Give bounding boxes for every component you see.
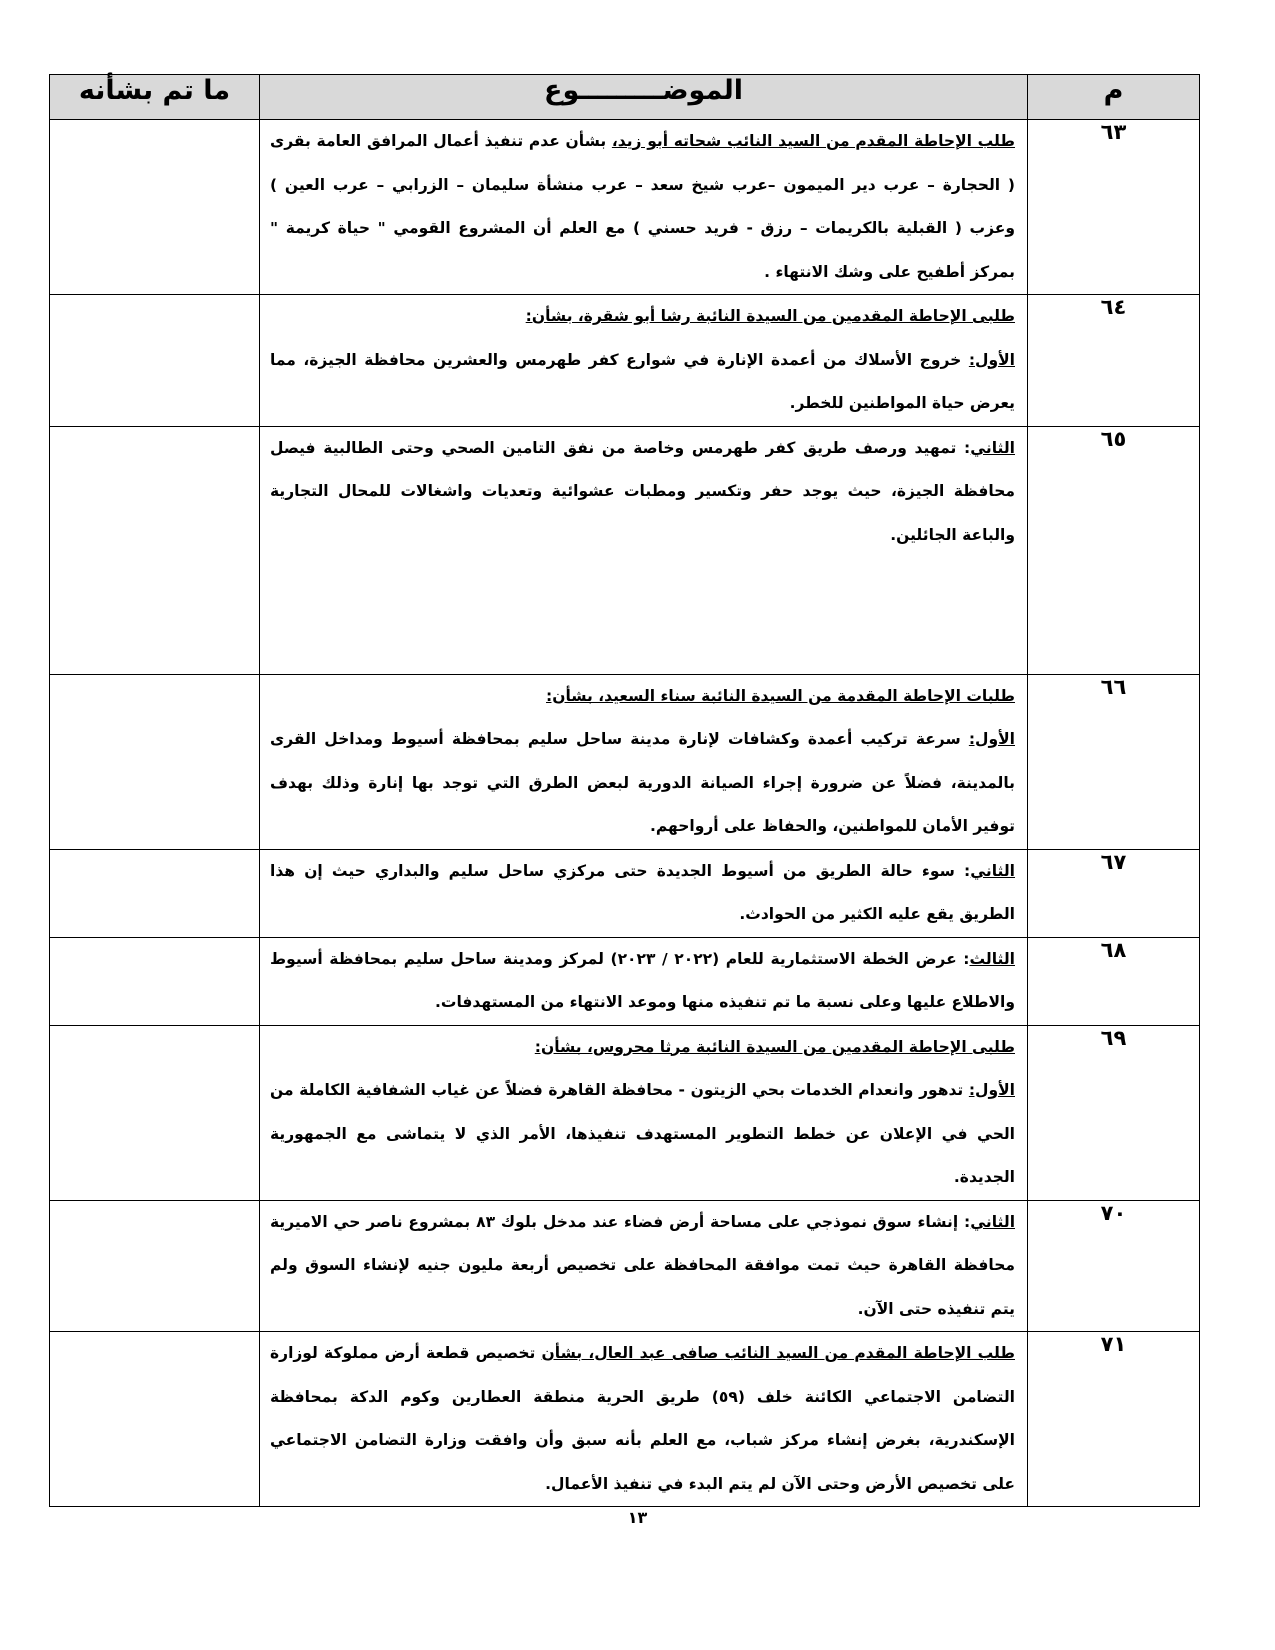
table-row bbox=[50, 1200, 1200, 1332]
row-subject bbox=[260, 120, 1028, 295]
row-subject bbox=[260, 426, 1028, 674]
header-action: ما تم بشأنه bbox=[50, 75, 260, 120]
header-subject: الموضـــــــــوع bbox=[260, 75, 1028, 120]
item-label: الأول: bbox=[968, 350, 1015, 369]
request-heading: طلبات الإحاطة المقدمة من السيدة النائبة سناء السعيد، بشأن: bbox=[546, 686, 1015, 705]
row-number: ٧٠ bbox=[1028, 1200, 1200, 1332]
agenda-table bbox=[49, 74, 1200, 1507]
request-heading: طلبى الإحاطة المقدمين من السيدة النائبة رشا أبو شقرة، بشأن: bbox=[525, 307, 1015, 325]
request-body: تدهور وانعدام الخدمات بحي الزيتون - محافظة القاهرة فضلاً عن غياب الشفافية الكاملة من الحي في الإعلان عن خطط التطوير المستهدف تنفيذها، الأمر الذي لا يتماشى مع الجمهورية الجديدة. bbox=[270, 1081, 1015, 1186]
request-heading: طلبى الإحاطة المقدمين من السيدة النائبة مرثا محروس، بشأن: bbox=[534, 1037, 1015, 1056]
table-row bbox=[50, 849, 1200, 937]
item-label: الثاني bbox=[970, 438, 1015, 457]
request-lead: طلب الإحاطة المقدم من السيد النائب شحاته أبو زيد، bbox=[611, 132, 1015, 150]
row-subject bbox=[260, 1332, 1028, 1507]
row-action-cell bbox=[50, 849, 260, 937]
table-row bbox=[50, 937, 1200, 1025]
row-action-cell bbox=[50, 1332, 260, 1507]
row-number: ٦٤ bbox=[1028, 295, 1200, 427]
table-row bbox=[50, 674, 1200, 849]
row-subject bbox=[260, 937, 1028, 1025]
row-action-cell bbox=[50, 1200, 260, 1332]
table-row bbox=[50, 120, 1200, 295]
header-number: م bbox=[1028, 75, 1200, 120]
request-body: : إنشاء سوق نموذجي على مساحة أرض فضاء عند مدخل بلوك ٨٣ بمشروع ناصر حي الاميرية محافظة القاهرة حيث تمت موافقة المحافظة على تخصيص أربعة مليون جنيه لإنشاء السوق ولم يتم تنفيذه حتى الآن. bbox=[270, 1212, 1015, 1318]
row-action-cell bbox=[50, 674, 260, 849]
row-action-cell bbox=[50, 295, 260, 427]
table-row bbox=[50, 295, 1200, 427]
request-body: بشأن عدم تنفيذ أعمال المرافق العامة بقرى ( الحجارة – عرب دير الميمون –عرب شيخ سعد – عرب منشأة سليمان – الزرابي – عرب العين ) وعزب ( القبلية بالكريمات – رزق - فريد حسني ) مع العلم أن المشروع القومي " حياة كريمة " بمركز أطفيح على وشك الانتهاء . bbox=[270, 132, 1015, 281]
row-number: ٦٨ bbox=[1028, 937, 1200, 1025]
table-row bbox=[50, 426, 1200, 674]
row-number: ٦٥ bbox=[1028, 426, 1200, 674]
page-number: ١٣ bbox=[627, 1508, 648, 1527]
item-label: الثاني bbox=[970, 861, 1015, 880]
row-number: ٧١ bbox=[1028, 1332, 1200, 1507]
row-action-cell bbox=[50, 426, 260, 674]
row-subject bbox=[260, 849, 1028, 937]
request-body: : تمهيد ورصف طريق كفر طهرمس وخاصة من نفق التامين الصحي وحتى الطالبية فيصل محافظة الجيزة، حيث يوجد حفر وتكسير ومطبات عشوائية وتعديات واشغالات للمحال التجارية والباعة الجائلين. bbox=[270, 438, 1015, 544]
table-row bbox=[50, 1025, 1200, 1200]
request-body: تخصيص قطعة أرض مملوكة لوزارة التضامن الاجتماعي الكائنة خلف (٥٩) طريق الحرية منطقة العطارين وكوم الدكة بمحافظة الإسكندرية، بغرض إنشاء مركز شباب، مع العلم بأنه سبق وأن وافقت وزارة التضامن الاجتماعي على تخصيص الأرض وحتى الآن لم يتم البدء في تنفيذ الأعمال. bbox=[270, 1344, 1015, 1493]
row-action-cell bbox=[50, 120, 260, 295]
request-body: : سوء حالة الطريق من أسيوط الجديدة حتى مركزي ساحل سليم والبداري حيث إن هذا الطريق يقع عليه الكثير من الحوادث. bbox=[270, 861, 1015, 923]
request-body: سرعة تركيب أعمدة وكشافات لإنارة مدينة ساحل سليم بمحافظة أسيوط ومداخل القرى بالمدينة، فضلاً عن ضرورة إجراء الصيانة الدورية لبعض الطرق التي توجد بها إنارة وذلك بهدف توفير الأمان للمواطنين، والحفاظ على أرواحهم. bbox=[270, 730, 1015, 835]
row-subject bbox=[260, 1025, 1028, 1200]
item-label: الأول: bbox=[968, 1081, 1015, 1099]
row-subject bbox=[260, 1200, 1028, 1332]
row-subject bbox=[260, 295, 1028, 427]
table-row bbox=[50, 1332, 1200, 1507]
request-body: : عرض الخطة الاستثمارية للعام (٢٠٢٢ / ٢٠٢٣) لمركز ومدينة ساحل سليم بمحافظة أسيوط والاطلاع عليها وعلى نسبة ما تم تنفيذه منها وموعد الانتهاء من المستهدفات. bbox=[270, 949, 1015, 1011]
item-label: الثالث bbox=[969, 949, 1015, 968]
row-number: ٦٧ bbox=[1028, 849, 1200, 937]
row-action-cell bbox=[50, 937, 260, 1025]
table-header-row bbox=[50, 75, 1200, 120]
row-number: ٦٣ bbox=[1028, 120, 1200, 295]
item-label: الأول: bbox=[968, 730, 1015, 748]
row-subject bbox=[260, 674, 1028, 849]
item-label: الثاني bbox=[970, 1212, 1016, 1231]
request-lead: طلب الإحاطة المقدم من السيد النائب صافى عبد العال، بشأن bbox=[541, 1344, 1015, 1362]
row-action-cell bbox=[50, 1025, 260, 1200]
row-number: ٦٦ bbox=[1028, 674, 1200, 849]
row-number: ٦٩ bbox=[1028, 1025, 1200, 1200]
request-body: خروج الأسلاك من أعمدة الإنارة في شوارع كفر طهرمس والعشرين محافظة الجيزة، مما يعرض حياة المواطنين للخطر. bbox=[270, 350, 1015, 412]
